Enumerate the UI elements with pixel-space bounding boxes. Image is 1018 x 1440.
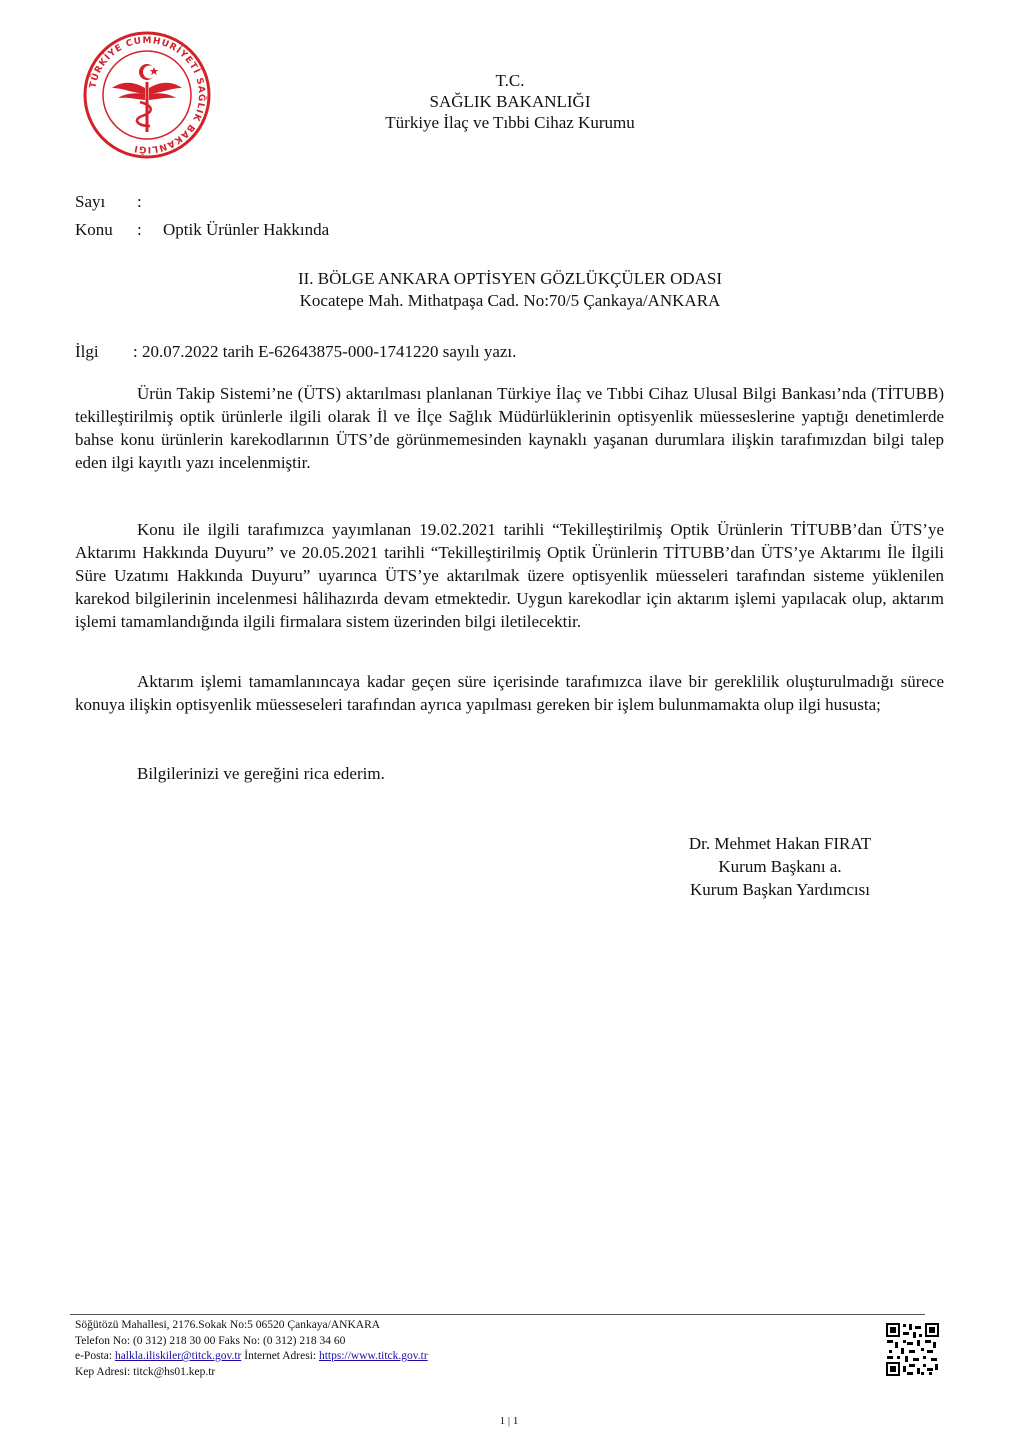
konu-label: Konu <box>75 220 113 239</box>
addressee-address: Kocatepe Mah. Mithatpaşa Cad. No:70/5 Çankaya/ANKARA <box>299 291 721 310</box>
footer-kep: Kep Adresi: titck@hs01.kep.tr <box>75 1365 216 1378</box>
institution-header <box>300 70 720 133</box>
ministry-seal-logo <box>82 30 212 160</box>
footer-address: Söğütözü Mahallesi, 2176.Sokak No:5 06520 Çankaya/ANKARA <box>75 1319 381 1331</box>
email-link[interactable]: halkla.iliskiler@titck.gov.tr <box>114 1350 242 1362</box>
addressee-block <box>190 268 830 312</box>
qr-code-icon <box>885 1322 940 1377</box>
page-number: 1 | 1 <box>499 1415 519 1427</box>
header-agency: Türkiye İlaç ve Tıbbi Cihaz Kurumu <box>385 113 635 132</box>
svg-text:TÜRKİYE CUMHURİYETİ SAĞLIK BAK: TÜRKİYE CUMHURİYETİ SAĞLIK BAKANLIĞI <box>88 35 207 155</box>
konu-value: Optik Ürünler Hakkında <box>163 220 330 239</box>
body-paragraph-2: Konu ile ilgili tarafımızca yayımlanan 19.02.2021 tarihli “Tekilleştirilmiş Optik Ürünlerin TİTUBB’dan ÜTS’ye Aktarımı Hakkında Duyuru” ve 20.05.2021 tarihli “Tekilleştirilmiş Optik Ürünlerin TİTUBB’dan ÜTS’ye Aktarımı İle İlgili Süre Uzatımı Hakkında Duyuru” uyarınca ÜTS’ye aktarılmak üzere optisyenlik müesseleri tarafından sisteme yüklenilen karekod bilgilerinin incelenmesi hâlihazırda devam etmektedir. Uygun karekodlar için aktarım işlemi yapılacak olup, aktarım işlemi tamamlandığında ilgili firmalara sistem üzerinden bilgi iletilecektir. <box>75 520 944 631</box>
website-link[interactable]: https://www.titck.gov.tr <box>318 1350 428 1362</box>
signatory-title-1: Kurum Başkanı a. <box>718 857 842 876</box>
footer-email-web-line <box>75 1349 428 1365</box>
addressee-name: II. BÖLGE ANKARA OPTİSYEN GÖZLÜKÇÜLER ODASI <box>297 269 723 288</box>
ilgi-label: İlgi <box>75 342 99 361</box>
header-ministry: SAĞLIK BAKANLIĞI <box>429 92 591 111</box>
signatory-name: Dr. Mehmet Hakan FIRAT <box>688 834 872 853</box>
sayi-separator: : <box>137 192 142 211</box>
footer-contact <box>75 1318 428 1380</box>
footer-phone: Telefon No: (0 312) 218 30 00 Faks No: (0 312) 218 34 60 <box>75 1334 346 1347</box>
ilgi-value: : 20.07.2022 tarih E-62643875-000-1741220 sayılı yazı. <box>133 342 517 361</box>
closing-paragraph: Bilgilerinizi ve gereğini rica ederim. <box>137 764 385 783</box>
header-tc: T.C. <box>495 71 525 90</box>
email-label: e-Posta: <box>75 1350 113 1362</box>
konu-separator: : <box>137 220 142 239</box>
signature-block <box>640 832 920 901</box>
web-label: İnternet Adresi: <box>244 1350 317 1362</box>
sayi-label: Sayı <box>75 192 106 211</box>
footer-divider <box>70 1314 925 1315</box>
signatory-title-2: Kurum Başkan Yardımcısı <box>690 880 870 899</box>
body-paragraph-1: Ürün Takip Sistemi’ne (ÜTS) aktarılması planlanan Türkiye İlaç ve Tıbbi Cihaz Ulusal Bilgi Bankası’nda (TİTUBB) tekilleştirilmiş optik ürünlerle ilgili olarak İl ve İlçe Sağlık Müdürlüklerinin optisyenlik müesseslerine yaptığı denetimlerde bahse konu ürünlerin karekodlarının ÜTS’de görünmemesinden kaynaklı yaşanan durumlara ilişkin tarafımızdan bilgi talep eden ilgi kayıtlı yazı incelenmiştir. <box>75 384 944 472</box>
body-paragraph-3: Aktarım işlemi tamamlanıncaya kadar geçen süre içerisinde tarafımızca ilave bir gereklilik oluşturulmadığı sürece konuya ilişkin optisyenlik müesseseleri tarafından ayrıca yapılması gereken bir işlem bulunmamakta olup ilgi hususta; <box>75 672 944 714</box>
